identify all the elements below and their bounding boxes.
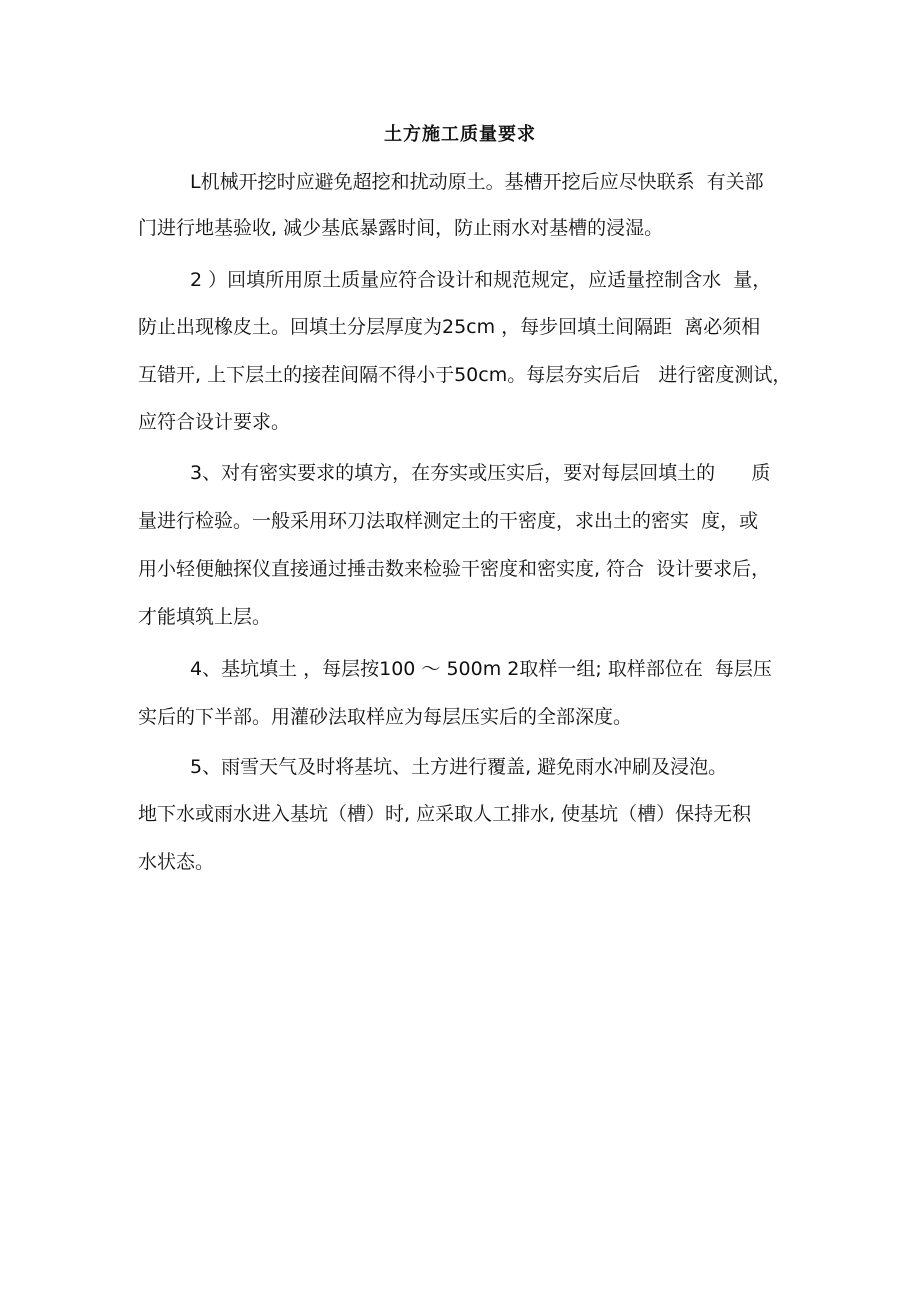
document-title: 土方施工质量要求 <box>384 124 536 145</box>
paragraph-6-line-2: 水状态。 <box>138 851 215 873</box>
paragraph-4-line-1: 4、基坑填土 ，每层按100 ～ 500m 2取样一组; 取样部位在 每层压 <box>190 658 772 680</box>
paragraph-2-line-2: 防止出现橡皮土。回填土分层厚度为25cm ，每步回填土间隔距 离必须相 <box>138 316 761 338</box>
paragraph-6-line-1: 地下水或雨水进入基坑（槽）时, 应采取人工排水, 使基坑（槽）保持无积 <box>138 803 752 825</box>
paragraph-3-line-4: 才能填筑上层。 <box>138 606 272 628</box>
paragraph-3-line-1: 3、对有密实要求的填方，在夯实或压实后，要对每层回填土的 质 <box>190 462 771 484</box>
paragraph-2-line-3: 互错开, 上下层土的接茬间隔不得小于50cm。每层夯实后后 进行密度测试， <box>138 364 792 386</box>
paragraph-2-line-1: 2 ）回填所用原土质量应符合设计和规范规定，应适量控制含水 量， <box>190 269 772 291</box>
paragraph-3-line-2: 量进行检验。一般采用环刀法取样测定土的干密度，求出土的密实 度，或 <box>138 510 759 532</box>
paragraph-3-line-3: 用小轻便触探仪直接通过捶击数来检验干密度和密实度, 符合 设计要求后， <box>138 558 771 580</box>
paragraph-2-line-4: 应符合设计要求。 <box>138 411 291 433</box>
paragraph-5-line-1: 5、雨雪天气及时将基坑、土方进行覆盖, 避免雨水冲刷及浸泡。 <box>190 756 728 778</box>
paragraph-4-line-2: 实后的下半部。用灌砂法取样应为每层压实后的全部深度。 <box>138 706 633 728</box>
paragraph-1-line-1: L机械开挖时应避免超挖和扰动原土。基槽开挖后应尽快联系 有关部 <box>190 171 764 193</box>
paragraph-1-line-2: 门进行地基验收, 减少基底暴露时间，防止雨水对基槽的浸湿。 <box>138 217 664 239</box>
